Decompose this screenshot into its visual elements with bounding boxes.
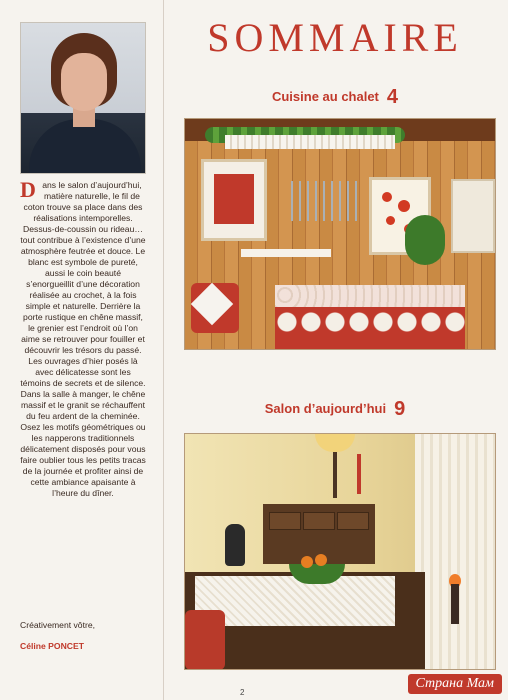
photo-cuisine-au-chalet[interactable] <box>184 118 496 350</box>
red-chair <box>185 610 225 670</box>
fruit <box>315 554 327 566</box>
photo-salon-d-aujourd-hui[interactable] <box>184 433 496 670</box>
fruit <box>301 556 313 568</box>
section-heading-salon[interactable] <box>170 398 500 421</box>
section-page-number: 4 <box>386 86 399 108</box>
section-heading-cuisine[interactable] <box>170 86 500 109</box>
site-watermark: Страна Мам <box>408 674 503 694</box>
lamp-stem <box>333 452 337 498</box>
portrait-shoulders <box>29 119 141 174</box>
editorial-signoff: Créativement vôtre, <box>20 620 95 630</box>
column-divider <box>163 0 164 700</box>
editor-portrait <box>20 22 146 174</box>
editorial-body: ans le salon d’aujourd’hui, matière naturelle, le fil de coton trouve sa place dans des réalisations intemporelles. Dessus-de-coussin ou rideau… tout contribue à l’existence d’une atmosphère feutrée et douce. Le blanc est symbole de pureté, aussi le coin beauté s’enorgueillit d’une décoration réalisée au crochet, à la fois simple et naturelle. Derrière la porte rustique en chêne massif, le grenier est l’endroit où l’on aime se retrouver pour fouiller et découvrir les trésors du passé. Les ouvrages d’hier posés là avec délicatesse sont les témoins de secrets et de silence. Dans la salle à manger, le chêne massif et le granit se réchauffent du feu ardent de la cheminée. Osez les motifs géométriques ou les napperons traditionnels délicatement disposés pour vous faire oublier tous les petits tracas de la journée et profiter ainsi de cette ambiance apaisante à l’heure du dîner. <box>20 180 146 498</box>
portrait-face <box>61 53 107 111</box>
candle-holder <box>451 584 459 624</box>
framed-embroidery-left <box>201 159 267 241</box>
hanging-utensils <box>285 181 357 221</box>
potted-plant <box>405 215 445 265</box>
lace-valance <box>225 135 395 149</box>
dark-vase <box>225 524 245 566</box>
editorial-text <box>20 177 146 499</box>
section-page-number: 9 <box>394 398 406 420</box>
page-title: SOMMAIRE <box>207 15 463 60</box>
lace-shelf <box>241 249 331 257</box>
page-number: 2 <box>240 688 245 697</box>
editorial-signature: Céline PONCET <box>20 641 84 651</box>
lace-curtain <box>415 434 495 669</box>
red-tablecloth-table <box>275 285 465 349</box>
framed-lace-right <box>451 179 495 253</box>
section-title-text: Cuisine au chalet <box>271 89 379 104</box>
candle <box>357 454 361 494</box>
crochet-tablecloth <box>195 576 395 626</box>
section-title-text: Salon d’aujourd’hui <box>264 401 387 416</box>
drop-cap: D <box>20 177 36 202</box>
red-cushion <box>191 283 239 333</box>
